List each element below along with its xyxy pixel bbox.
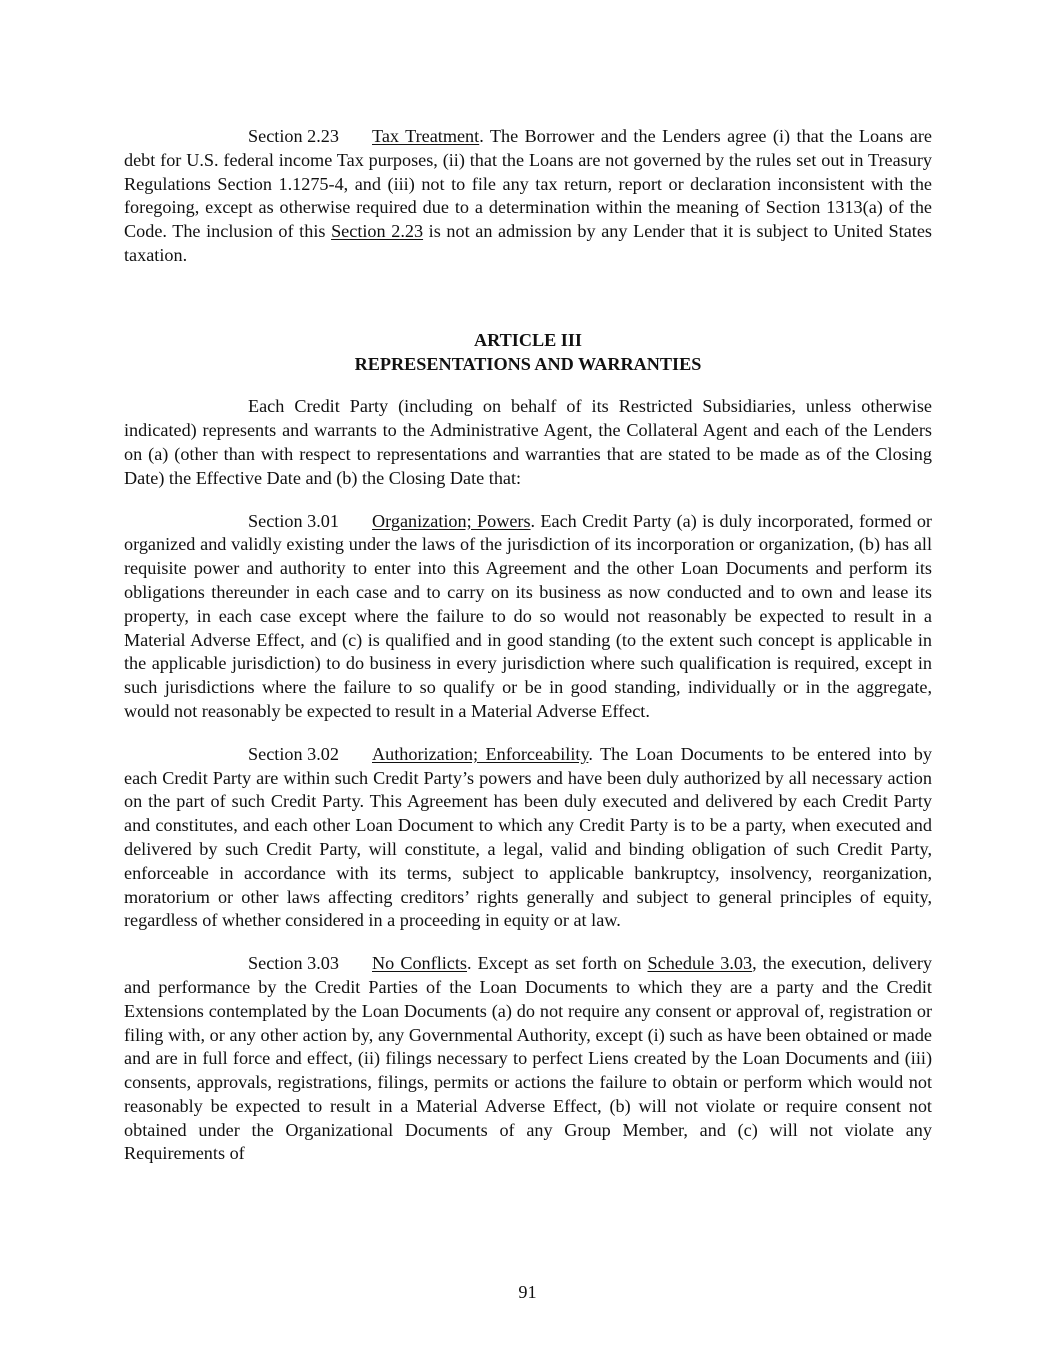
section-3-01-label: Section 3.01: [248, 510, 339, 531]
section-2-23-title: Tax Treatment: [372, 126, 480, 146]
section-2-23-label: Section 2.23: [248, 126, 339, 146]
section-2-23-body-a: . The Borrower and the Lenders agree (i) that the Loans are debt for U.S. federal income Tax purposes, (ii) that the Loans are not governed by the rules set out in Treasury Regulations Section 1.1275-4, and (iii) not to file any tax return, report or declaration inconsistent with the foregoing, except as otherwise required due to a determination within the meaning of Section 1313(a) of the Code. The inclusion of this: [124, 126, 932, 242]
article-title: REPRESENTATIONS AND WARRANTIES: [354, 353, 702, 374]
section-3-01-title: Organization; Powers: [372, 510, 531, 531]
document-page: [124, 125, 932, 1185]
section-3-03: [124, 952, 932, 1166]
section-3-02-label: Section 3.02: [248, 743, 339, 764]
section-3-01-body: . Each Credit Party (a) is duly incorporated, formed or organized and validly existing under the laws of the jurisdiction of its incorporation or organization, (b) has all requisite power and authority to enter into this Agreement and the other Loan Documents and perform its obligations thereunder in each case and to carry on its business as now conducted and to own and lease its property, in each case except where the failure to do so would not reasonably be expected to result in a Material Adverse Effect, and (c) is qualified and in good standing (to the extent such concept is applicable in the applicable jurisdiction) to do business in every jurisdiction where such qualification is required, except in such jurisdictions where the failure to so qualify or be in good standing, individually or in the aggregate, would not reasonably be expected to result in a Material Adverse Effect.: [124, 510, 932, 721]
article-number: ARTICLE III: [473, 329, 582, 350]
page-number: 91: [518, 1282, 537, 1302]
section-3-02: [124, 743, 932, 933]
section-3-03-body-b: , the execution, delivery and performance by the Credit Parties of the Loan Documents to which they are a party and the Credit Extensions contemplated by the Loan Documents (a) do not require any consent or approval of, registration or filing with, or any other action by, any Governmental Authority, except (i) such as have been obtained or made and are in full force and effect, (ii) filings necessary to perfect Liens created by the Loan Documents and (iii) consents, approvals, registrations, filings, permits or actions the failure to obtain or perform which would not reasonably be expected to result in a Material Adverse Effect, (b) will not violate or require consent not obtained under the Organizational Documents of any Group Member, and (c) will not violate any Requirements of: [124, 953, 932, 1164]
section-3-03-ref: Schedule 3.03: [647, 953, 753, 974]
section-3-03-label: Section 3.03: [248, 953, 339, 974]
section-2-23-ref: Section 2.23: [331, 221, 424, 242]
article-intro: Each Credit Party (including on behalf of its Restricted Subsidiaries, unless otherwise indicated) represents and warrants to the Administrative Agent, the Collateral Agent and each of the Lenders on (a) (other than with respect to representations and warranties that are stated to be made as of the Closing Date) the Effective Date and (b) the Closing Date that:: [124, 396, 932, 488]
section-2-23: [124, 125, 932, 268]
section-3-03-body-a: . Except as set forth on: [467, 953, 648, 974]
section-3-03-title: No Conflicts: [372, 953, 468, 974]
section-3-02-title: Authorization; Enforceability: [372, 743, 589, 764]
section-2-23-body-b: is not an admission by any Lender that it is subject to United States taxation.: [124, 221, 932, 265]
section-3-01: [124, 510, 932, 724]
section-3-02-body: . The Loan Documents to be entered into by each Credit Party are within such Credit Party’s powers and have been duly authorized by all necessary action on the part of such Credit Party. This Agreement has been duly executed and delivered by each Credit Party and constitutes, and each other Loan Document to which any Credit Party is to be a party, when executed and delivered by such Credit Party, will constitute, a legal, valid and binding obligation of such Credit Party, enforceable in accordance with its terms, subject to applicable bankruptcy, insolvency, reorganization, moratorium or other laws affecting creditors’ rights generally and subject to general principles of equity, regardless of whether considered in a proceeding in equity or at law.: [124, 743, 932, 931]
article-heading: [124, 329, 932, 377]
